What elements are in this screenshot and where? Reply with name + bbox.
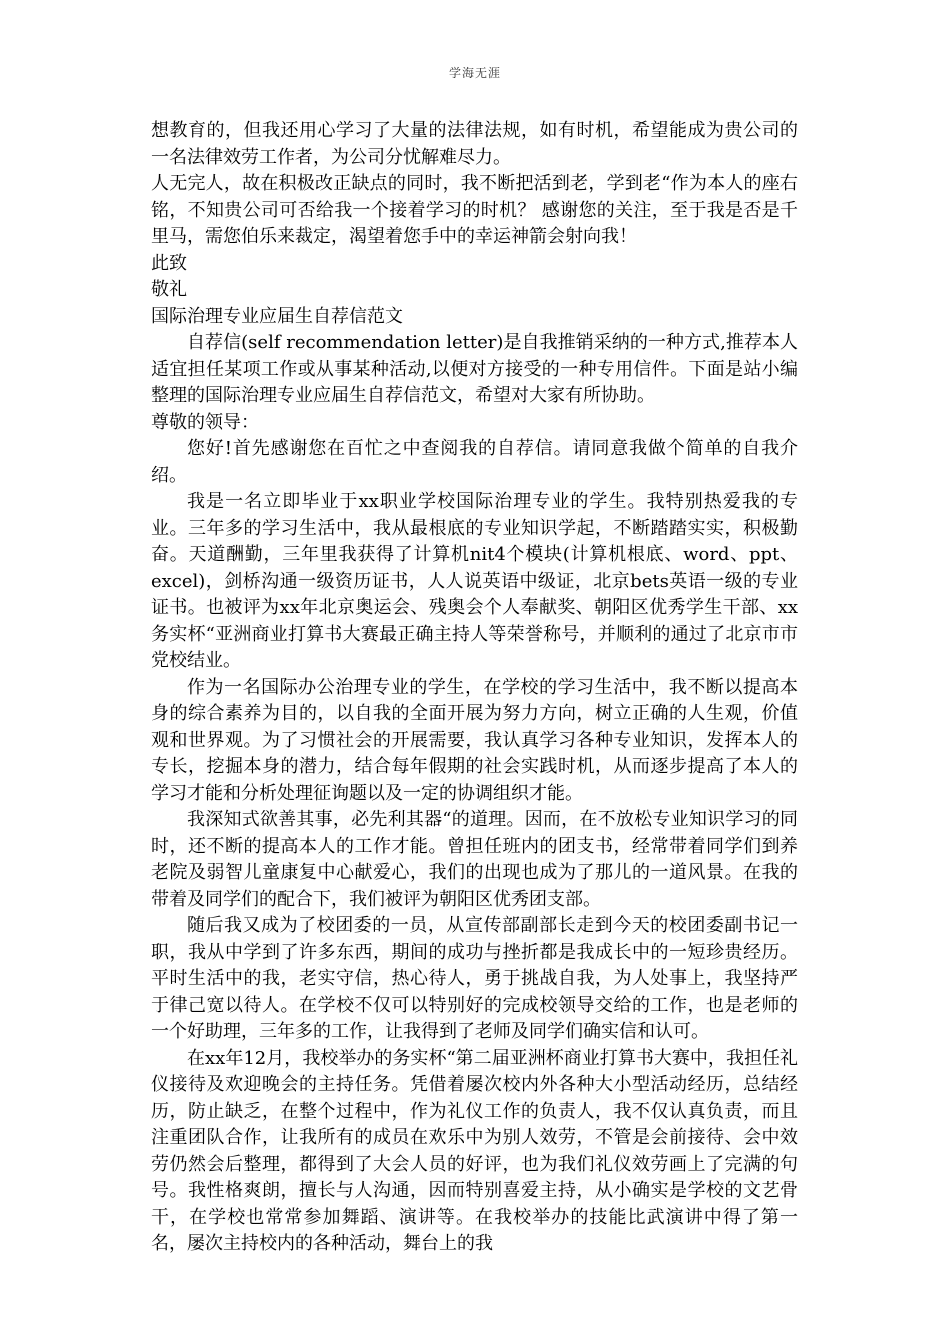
paragraph: 想教育的，但我还用心学习了大量的法律法规，如有时机，希望能成为贵公司的一名法律效劳工作者，为公司分忧解难尽力。: [151, 120, 798, 168]
paragraph: 在xx年12月，我校举办的务实杯“第二届亚洲杯商业打算书大赛中，我担任礼仪接待及欢迎晚会的主持任务。凭借着屡次校内外各种大小型活动经历，总结经历，防止缺乏，在整个过程中，作为礼仪工作的负责人，我不仅认真负责，而且注重团队合作，让我所有的成员在欢乐中为别人效劳，不管是会前接待、会中效劳仍然会后整理，都得到了大会人员的好评，也为我们礼仪效劳画上了完满的句号。我性格爽朗，擅长与人沟通，因而特别喜爱主持，从小确实是学校的文艺骨干，在学校也常常参加舞蹈、演讲等。在我校举办的技能比武演讲中得了第一名，屡次主持校内的各种活动，舞台上的我: [151, 1047, 798, 1254]
paragraph: 我是一名立即毕业于xx职业学校国际治理专业的学生。我特别热爱我的专业。三年多的学习生活中，我从最根底的专业知识学起，不断踏踏实实，积极勤奋。天道酬勤，三年里我获得了计算机nit4个模块(计算机根底、word、ppt、excel)，剑桥沟通一级资历证书，人人说英语中级证，北京bets英语一级的专业证书。也被评为xx年北京奥运会、残奥会个人奉献奖、朝阳区优秀学生干部、xx务实杯“亚洲商业打算书大赛最正确主持人等荣誉称号，并顺利的通过了北京市市党校结业。: [151, 491, 798, 671]
paragraph: 随后我又成为了校团委的一员，从宣传部副部长走到今天的校团委副书记一职，我从中学到了许多东西，期间的成功与挫折都是我成长中的一短珍贵经历。平时生活中的我，老实守信，热心待人，勇于挑战自我，为人处事上，我坚持严于律己宽以待人。在学校不仅可以特别好的完成校领导交给的工作，也是老师的一个好助理，三年多的工作，让我得到了老师及同学们确实信和认可。: [151, 915, 798, 1042]
paragraph: 您好!首先感谢您在百忙之中查阅我的自荐信。请同意我做个简单的自我介绍。: [151, 438, 798, 486]
paragraph: 自荐信(self recommendation letter)是自我推销采纳的一种方式,推荐本人适宜担任某项工作或从事某种活动,以便对方接受的一种专用信件。下面是站小编整理的国际治理专业应届生自荐信范文，希望对大家有所协助。: [151, 332, 798, 406]
closing-regards: 敬礼: [151, 279, 187, 300]
paragraph: 人无完人，故在积极改正缺点的同时，我不断把活到老，学到老“作为本人的座右铭，不知贵公司可否给我一个接着学习的时机？ 感谢您的关注，至于我是否是千里马，需您伯乐来裁定，渴望着您手中的幸运神箭会射向我！: [151, 173, 798, 247]
paragraph: 作为一名国际办公治理专业的学生，在学校的学习生活中，我不断以提高本身的综合素养为目的，以自我的全面开展为努力方向，树立正确的人生观，价值观和世界观。为了习惯社会的开展需要，我认真学习各种专业知识，发挥本人的专长，挖掘本身的潜力，结合每年假期的社会实践时机，从而逐步提高了本人的学习才能和分析处理征询题以及一定的协调组织才能。: [151, 676, 798, 804]
paragraph: 我深知式欲善其事，必先利其器“的道理。因而，在不放松专业知识学习的同时，还不断的提高本人的工作才能。曾担任班内的团支书，经常带着同学们到养老院及弱智儿童康复中心献爱心，我们的出现也成为了那儿的一道风景。在我的带着及同学们的配合下，我们被评为朝阳区优秀团支部。: [151, 809, 798, 910]
closing-salutation: 此致: [151, 252, 187, 274]
page-header: 学海无涯: [448, 66, 501, 80]
greeting: 尊敬的领导：: [151, 411, 259, 433]
section-title: 国际治理专业应届生自荐信范文: [151, 305, 403, 327]
document-body: [151, 118, 798, 1258]
